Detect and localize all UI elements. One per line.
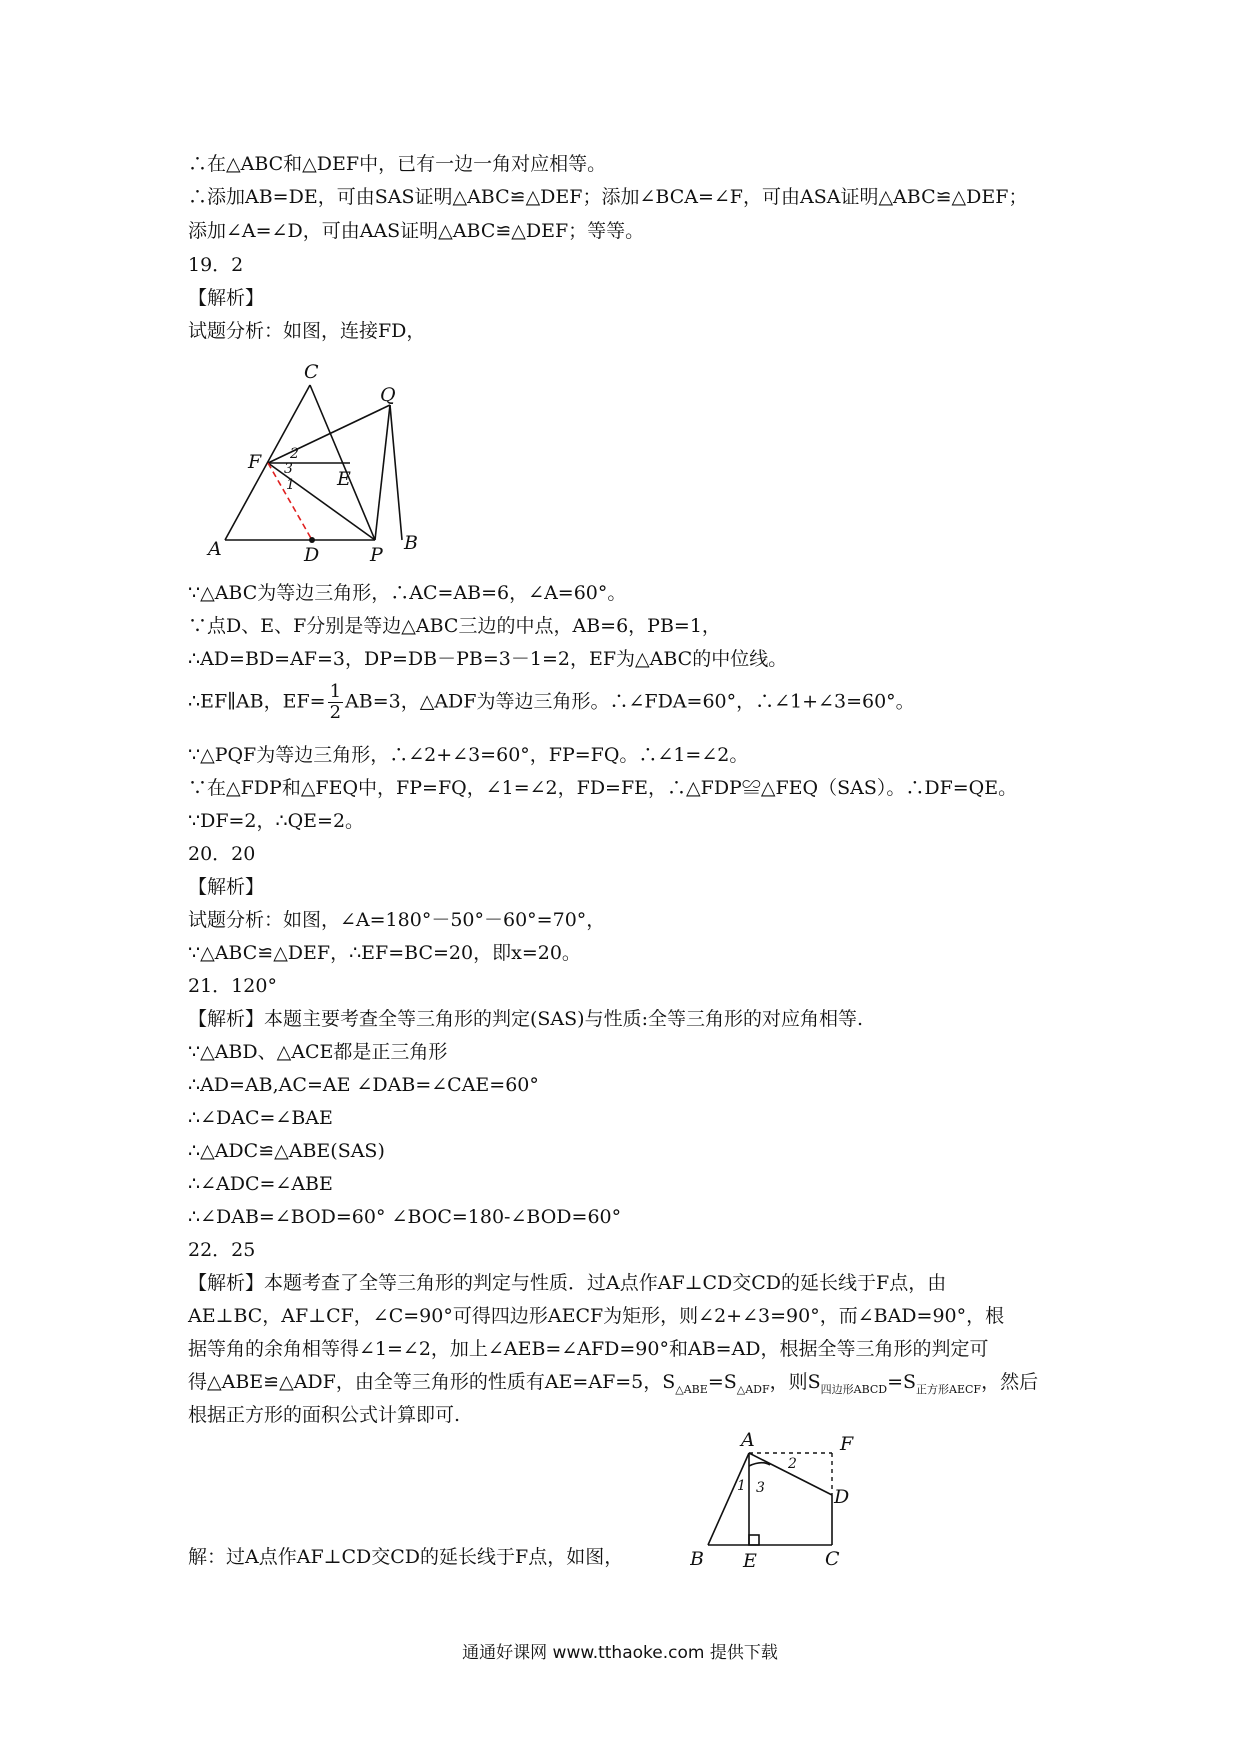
label-P: P bbox=[370, 544, 383, 566]
text-line: ∵△ABD、△ACE都是正三角形 bbox=[188, 1041, 448, 1063]
text-line: ∵△ABC为等边三角形，∴AC=AB=6，∠A=60°。 bbox=[188, 582, 627, 604]
triangle-figure-19 bbox=[200, 355, 440, 570]
text-line: 解：过A点作AF⊥CD交CD的延长线于F点，如图， bbox=[188, 1546, 624, 1568]
text-line: AE⊥BC，AF⊥CF，∠C=90°可得四边形AECF为矩形，则∠2+∠3=90°，而∠BAD=90°，根 bbox=[188, 1305, 1005, 1327]
text-line-with-subscripts: 得△ABE≌△ADF，由全等三角形的性质有AE=AF=5，$S_{\triangle ABE}=S_{\triangle ADF}$，则$S_{四边形ABCD}=S_{正方形AECF}$，然后 bbox=[188, 1371, 1039, 1396]
label-E: E bbox=[337, 468, 351, 490]
angle-label-3: 3 bbox=[284, 461, 293, 477]
text-line: ∵△ABC≌△DEF，∴EF=BC=20，即x=20。 bbox=[188, 942, 581, 964]
label-A: A bbox=[741, 1430, 755, 1451]
question-number: 22．25 bbox=[188, 1239, 256, 1261]
quadrilateral-figure-22 bbox=[690, 1430, 870, 1580]
angle-label-1: 1 bbox=[737, 1478, 746, 1494]
label-B: B bbox=[690, 1548, 704, 1570]
label-D: D bbox=[834, 1486, 850, 1508]
text-line: ∴∠DAC=∠BAE bbox=[188, 1107, 333, 1129]
text-line: ∴∠ADC=∠ABE bbox=[188, 1173, 333, 1195]
label-A: A bbox=[208, 538, 222, 560]
analysis-heading: 【解析】 bbox=[188, 287, 265, 309]
label-F: F bbox=[248, 451, 262, 473]
text-line: ∴添加AB=DE，可由SAS证明△ABC≌△DEF；添加∠BCA=∠F，可由ASA证明△ABC≌△DEF； bbox=[188, 186, 1028, 208]
text-line: ∴AD=AB,AC=AE ∠DAB=∠CAE=60° bbox=[188, 1074, 539, 1096]
angle-label-3: 3 bbox=[756, 1480, 765, 1496]
angle-label-1: 1 bbox=[286, 477, 295, 493]
page-footer: 通通好课网 www.tthaoke.com 提供下载 bbox=[462, 1643, 778, 1663]
text-line: 【解析】本题主要考查全等三角形的判定(SAS)与性质:全等三角形的对应角相等. bbox=[188, 1008, 864, 1030]
text-line: ∵点D、E、F分别是等边△ABC三边的中点，AB=6，PB=1， bbox=[188, 615, 721, 637]
text-line: 试题分析：如图，∠A=180°－50°－60°=70°， bbox=[188, 909, 606, 931]
text-line: ∴AD=BD=AF=3，DP=DB－PB=3－1=2，EF为△ABC的中位线。 bbox=[188, 648, 788, 670]
question-number: 21．120° bbox=[188, 975, 277, 997]
text-line: ∵在△FDP和△FEQ中，FP=FQ，∠1=∠2，FD=FE，∴△FDP≌△FEQ（SAS）。∴DF=QE。 bbox=[188, 777, 1018, 799]
label-B: B bbox=[404, 532, 418, 554]
analysis-heading: 【解析】 bbox=[188, 876, 265, 898]
text-line: 据等角的余角相等得∠1=∠2，加上∠AEB=∠AFD=90°和AB=AD，根据全等三角形的判定可 bbox=[188, 1338, 989, 1360]
label-D: D bbox=[304, 544, 320, 566]
text-line: ∴在△ABC和△DEF中，已有一边一角对应相等。 bbox=[188, 153, 607, 175]
angle-label-2: 2 bbox=[290, 446, 299, 462]
text-line: 添加∠A=∠D，可由AAS证明△ABC≌△DEF；等等。 bbox=[188, 220, 645, 242]
text-line: ∵△PQF为等边三角形，∴∠2+∠3=60°，FP=FQ。∴∠1=∠2。 bbox=[188, 744, 749, 766]
text-line: ∴△ADC≌△ABE(SAS) bbox=[188, 1140, 385, 1162]
question-number: 20．20 bbox=[188, 843, 256, 865]
label-C: C bbox=[825, 1548, 840, 1570]
label-C: C bbox=[304, 361, 319, 383]
question-number: 19．2 bbox=[188, 254, 244, 276]
label-F: F bbox=[840, 1433, 854, 1455]
text-line: 根据正方形的面积公式计算即可. bbox=[188, 1404, 461, 1426]
fraction-one-half: $\frac{1}{2}$ bbox=[329, 681, 342, 723]
label-Q: Q bbox=[380, 384, 396, 406]
angle-label-2: 2 bbox=[788, 1456, 797, 1472]
text-line-with-fraction: ∴EF∥AB，EF= $\frac{1}{2}$ AB=3，△ADF为等边三角形。∴∠FDA=60°，∴∠1+∠3=60°。 bbox=[188, 681, 915, 723]
text-line: 试题分析：如图，连接FD， bbox=[188, 320, 426, 342]
text-line: ∵DF=2，∴QE=2。 bbox=[188, 810, 365, 832]
text-line: ∴∠DAB=∠BOD=60° ∠BOC=180-∠BOD=60° bbox=[188, 1206, 622, 1228]
label-E: E bbox=[743, 1550, 757, 1572]
text-line: 【解析】本题考查了全等三角形的判定与性质．过A点作AF⊥CD交CD的延长线于F点，由 bbox=[188, 1272, 947, 1294]
